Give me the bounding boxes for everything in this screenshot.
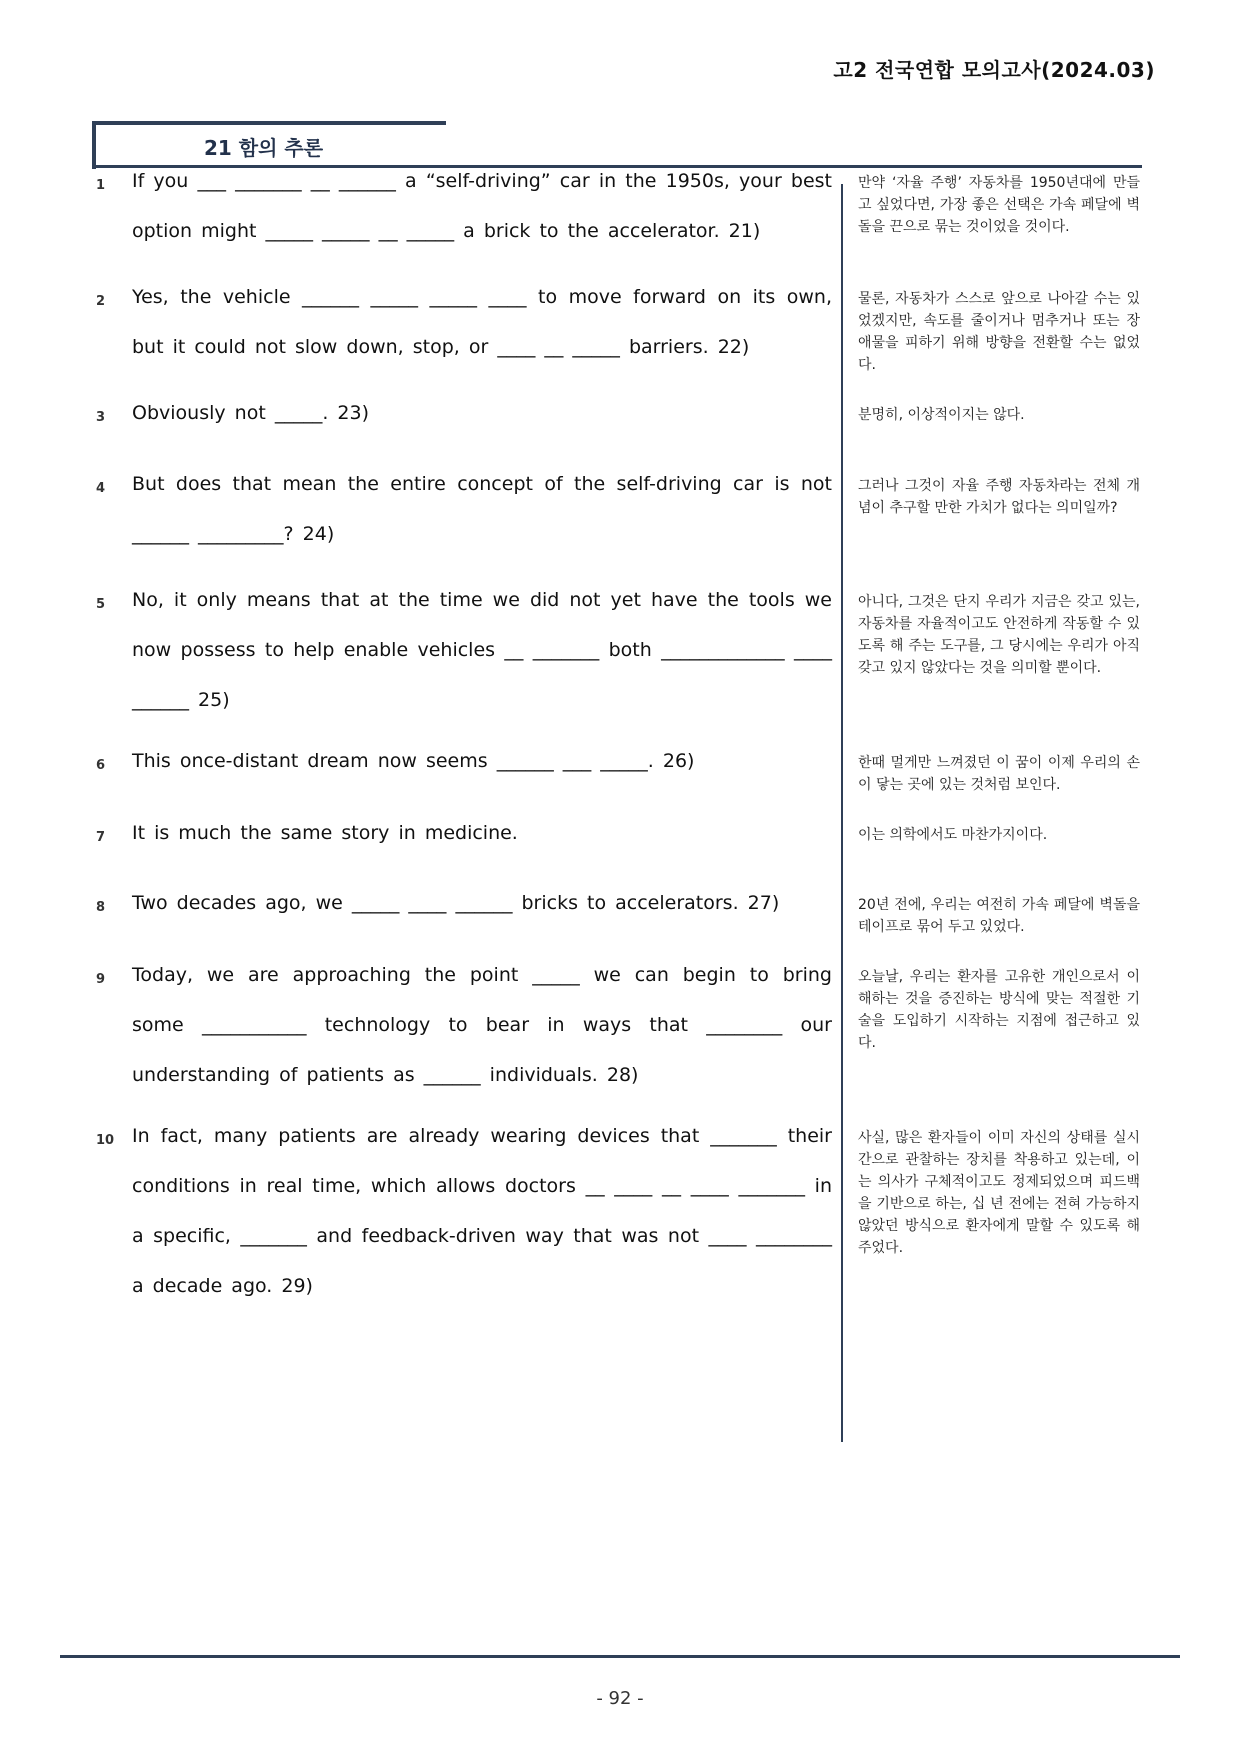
korean-translation: 이는 의학에서도 마찬가지이다. [858, 827, 1048, 843]
english-sentence: Yes, the vehicle ______ _____ _____ ____ to move forward on its own, but it could not slow down, stop, or ____ __ _____ barriers. 22) [132, 286, 832, 358]
korean-translation: 물론, 자동차가 스스로 앞으로 나아갈 수는 있었겠지만, 속도를 줄이거나 멈추거나 또는 장애물을 피하기 위해 방향을 전환할 수는 없었다. [858, 291, 1140, 373]
sentence-number: 1 [96, 178, 106, 193]
english-sentence: It is much the same story in medicine. [132, 822, 518, 844]
english-sentence: No, it only means that at the time we did not yet have the tools we now possess to help enable vehicles __ _______ both _____________ ____ ______ 25) [132, 589, 832, 711]
korean-translation: 20년 전에, 우리는 여전히 가속 페달에 벽돌을 테이프로 묶어 두고 있었다. [858, 897, 1140, 935]
footer-rule [60, 1655, 1180, 1658]
sentence-number: 5 [96, 597, 106, 612]
korean-translation: 사실, 많은 환자들이 이미 자신의 상태를 실시간으로 관찰하는 장치를 착용하고 있는데, 이는 의사가 구체적이고도 정제되었으며 피드백을 기반으로 하는, 십 년 전에는 전혀 가능하지 않았던 방식으로 환자에게 말할 수 있도록 해 주었다. [858, 1130, 1140, 1256]
english-sentence: If you ___ _______ __ ______ a “self-driving” car in the 1950s, your best option might _____ _____ __ _____ a brick to the accelerator. 21) [132, 170, 832, 242]
sentence-number: 3 [96, 410, 106, 425]
sentence-number: 10 [96, 1133, 115, 1148]
korean-translation: 분명히, 이상적이지는 않다. [858, 407, 1025, 423]
sentence-number: 9 [96, 972, 106, 987]
english-sentence: In fact, many patients are already wearing devices that _______ their conditions in real time, which allows doctors __ ____ __ ____ _______ in a specific, _______ and feedback-driven way that was not ____ ________ a decade ago. 29) [132, 1125, 832, 1297]
sentence-number: 8 [96, 900, 106, 915]
page-number: - 92 - [596, 1688, 644, 1709]
column-divider [841, 184, 843, 1442]
passage-table [96, 172, 1146, 1442]
exam-title: 고2 전국연합 모의고사(2024.03) [833, 58, 1155, 82]
english-sentence: Obviously not _____. 23) [132, 402, 369, 424]
korean-translation: 한때 멀게만 느껴졌던 이 꿈이 이제 우리의 손이 닿는 곳에 있는 것처럼 보인다. [858, 755, 1140, 793]
korean-translation: 그러나 그것이 자율 주행 자동차라는 전체 개념이 추구할 만한 가치가 없다는 의미일까? [858, 478, 1140, 516]
english-sentence: This once-distant dream now seems ______ ___ _____. 26) [132, 750, 695, 772]
english-sentence: But does that mean the entire concept of the self-driving car is not ______ _________? 24) [132, 473, 832, 545]
english-sentence: Today, we are approaching the point _____ we can begin to bring some ___________ technology to bear in ways that ________ our understanding of patients as ______ individuals. 28) [132, 964, 832, 1086]
sentence-number: 4 [96, 481, 106, 496]
section-label: 21 함의 추론 [204, 136, 324, 160]
sentence-number: 6 [96, 758, 106, 773]
sentence-number: 2 [96, 294, 106, 309]
korean-translation: 오늘날, 우리는 환자를 고유한 개인으로서 이해하는 것을 증진하는 방식에 맞는 적절한 기술을 도입하기 시작하는 지점에 접근하고 있다. [858, 969, 1140, 1051]
korean-translation: 만약 ‘자율 주행’ 자동차를 1950년대에 만들고 싶었다면, 가장 좋은 선택은 가속 페달에 벽돌을 끈으로 묶는 것이었을 것이다. [858, 175, 1140, 235]
sentence-number: 7 [96, 830, 106, 845]
korean-translation: 아니다, 그것은 단지 우리가 지금은 갖고 있는, 자동차를 자율적이고도 안전하게 작동할 수 있도록 해 주는 도구를, 그 당시에는 우리가 아직 갖고 있지 않았다는 것을 의미할 뿐이다. [858, 594, 1140, 676]
english-sentence: Two decades ago, we _____ ____ ______ bricks to accelerators. 27) [132, 892, 780, 914]
